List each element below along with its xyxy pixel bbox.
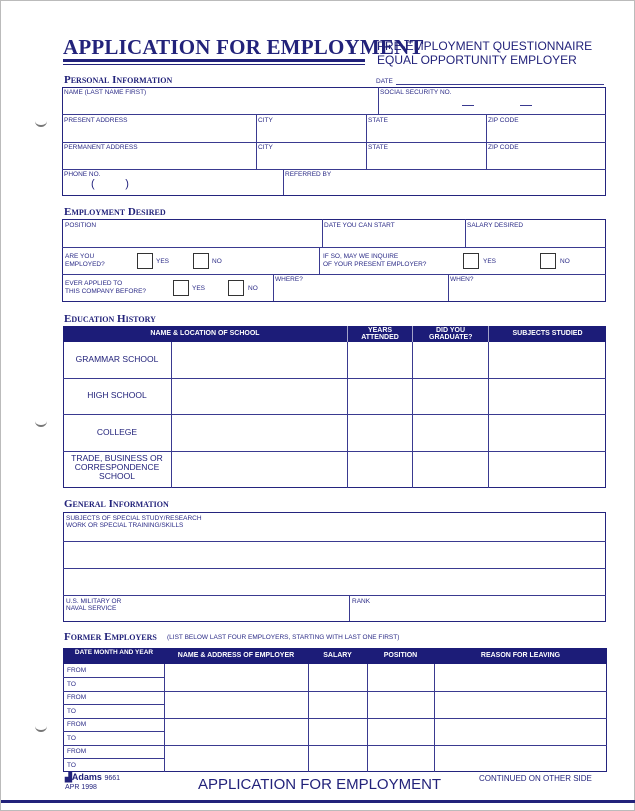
- permanent-address-field[interactable]: PERMANENT ADDRESS: [64, 144, 138, 151]
- row-grammar-school: GRAMMAR SCHOOL: [75, 354, 159, 364]
- applied-before-label: EVER APPLIED TO: [65, 280, 123, 287]
- subtitle-eoe: EQUAL OPPORTUNITY EMPLOYER: [377, 53, 577, 67]
- from-date-field[interactable]: FROM: [67, 748, 87, 755]
- military-label-2: NAVAL SERVICE: [66, 605, 117, 612]
- education-heading: Education History: [64, 313, 156, 325]
- when-field[interactable]: WHEN?: [450, 276, 474, 283]
- col-position: POSITION: [383, 652, 418, 659]
- row-divider: [63, 718, 607, 719]
- inquire-yes-checkbox[interactable]: [463, 253, 479, 269]
- to-date-field[interactable]: TO: [67, 681, 76, 688]
- present-state-field[interactable]: STATE: [368, 117, 388, 124]
- military-service-field[interactable]: U.S. MILITARY OR: [66, 598, 122, 605]
- no-label: NO: [248, 285, 258, 292]
- employed-no-checkbox[interactable]: [193, 253, 209, 269]
- special-study-field[interactable]: SUBJECTS OF SPECIAL STUDY/RESEARCH: [66, 515, 202, 522]
- col-reason: REASON FOR LEAVING: [480, 652, 561, 659]
- general-info-heading: General Information: [64, 498, 169, 510]
- col-date: DATE MONTH AND YEAR: [74, 649, 154, 656]
- phone-field[interactable]: PHONE NO.: [64, 171, 101, 178]
- inquire-label-2: OF YOUR PRESENT EMPLOYER?: [323, 261, 427, 268]
- position-field[interactable]: POSITION: [65, 222, 97, 229]
- applied-yes-checkbox[interactable]: [173, 280, 189, 296]
- title-underline: [63, 59, 365, 62]
- inquire-no-checkbox[interactable]: [540, 253, 556, 269]
- present-address-field[interactable]: PRESENT ADDRESS: [64, 117, 128, 124]
- punch-hole: [35, 726, 47, 732]
- from-date-field[interactable]: FROM: [67, 694, 87, 701]
- present-zip-field[interactable]: ZIP CODE: [488, 117, 519, 124]
- yes-label: YES: [156, 258, 170, 265]
- are-you-employed-label-2: EMPLOYED?: [65, 261, 105, 268]
- subtitle-questionnaire: PRE-EMPLOYMENT QUESTIONNAIRE: [377, 39, 593, 53]
- footer-title: APPLICATION FOR EMPLOYMENT: [198, 776, 442, 793]
- punch-hole: [35, 421, 47, 427]
- row-trade-school: TRADE, BUSINESS OR CORRESPONDENCE SCHOOL: [71, 453, 163, 481]
- form-title: APPLICATION FOR EMPLOYMENT: [63, 35, 424, 59]
- row-divider: [63, 704, 164, 705]
- adams-logo: ▟Adams 9661: [65, 772, 121, 782]
- to-date-field[interactable]: TO: [67, 735, 76, 742]
- permanent-zip-field[interactable]: ZIP CODE: [488, 144, 519, 151]
- to-date-field[interactable]: TO: [67, 762, 76, 769]
- to-date-field[interactable]: TO: [67, 708, 76, 715]
- start-date-field[interactable]: DATE YOU CAN START: [324, 222, 395, 229]
- special-study-label-2: WORK OR SPECIAL TRAINING/SKILLS: [66, 522, 184, 529]
- col-years: YEARS ATTENDED: [361, 327, 399, 341]
- permanent-state-field[interactable]: STATE: [368, 144, 388, 151]
- row-divider: [63, 745, 607, 746]
- date-field[interactable]: [396, 84, 604, 85]
- rank-field[interactable]: RANK: [352, 598, 371, 605]
- ssn-field[interactable]: SOCIAL SECURITY NO.: [380, 89, 452, 96]
- former-employers-heading: Former Employers: [64, 631, 157, 643]
- yes-label: YES: [483, 258, 497, 265]
- bottom-border: [1, 800, 635, 803]
- col-school: NAME & LOCATION OF SCHOOL: [150, 330, 260, 337]
- no-label: NO: [212, 258, 222, 265]
- applied-before-label-2: THIS COMPANY BEFORE?: [65, 288, 147, 295]
- date-label: DATE: [376, 78, 393, 85]
- former-employers-table: [63, 648, 607, 772]
- row-divider: [63, 691, 607, 692]
- name-field[interactable]: NAME (LAST NAME FIRST): [64, 89, 147, 96]
- col-employer: NAME & ADDRESS OF EMPLOYER: [177, 652, 295, 659]
- brand-name: Adams: [71, 772, 102, 782]
- employed-yes-checkbox[interactable]: [137, 253, 153, 269]
- continued-note: CONTINUED ON OTHER SIDE: [479, 774, 592, 783]
- inquire-label: IF SO, MAY WE INQUIRE: [323, 253, 399, 260]
- row-divider: [63, 758, 164, 759]
- yes-label: YES: [192, 285, 206, 292]
- row-divider: [63, 731, 164, 732]
- no-label: NO: [560, 258, 570, 265]
- punch-hole: [35, 121, 47, 127]
- title-underline-thin: [63, 64, 365, 65]
- salary-desired-field[interactable]: SALARY DESIRED: [467, 222, 524, 229]
- form-number: 9661: [104, 775, 121, 782]
- present-city-field[interactable]: CITY: [258, 117, 273, 124]
- row-high-school: HIGH SCHOOL: [87, 390, 147, 400]
- employment-desired-heading: Employment Desired: [64, 206, 166, 218]
- col-salary: SALARY: [323, 652, 352, 659]
- form-date: APR 1998: [65, 784, 97, 791]
- col-graduate: DID YOU GRADUATE?: [429, 327, 473, 341]
- permanent-city-field[interactable]: CITY: [258, 144, 273, 151]
- former-employers-note: (LIST BELOW LAST FOUR EMPLOYERS, STARTING WITH LAST ONE FIRST): [167, 634, 400, 641]
- personal-info-heading: Personal Information: [64, 74, 173, 86]
- phone-area-code: ( ): [91, 178, 129, 190]
- referred-by-field[interactable]: REFERRED BY: [285, 171, 332, 178]
- row-divider: [63, 677, 164, 678]
- from-date-field[interactable]: FROM: [67, 667, 87, 674]
- where-field[interactable]: WHERE?: [275, 276, 303, 283]
- are-you-employed-label: ARE YOU: [65, 253, 95, 260]
- from-date-field[interactable]: FROM: [67, 721, 87, 728]
- row-college: COLLEGE: [96, 427, 138, 437]
- applied-no-checkbox[interactable]: [228, 280, 244, 296]
- col-subjects: SUBJECTS STUDIED: [512, 330, 583, 337]
